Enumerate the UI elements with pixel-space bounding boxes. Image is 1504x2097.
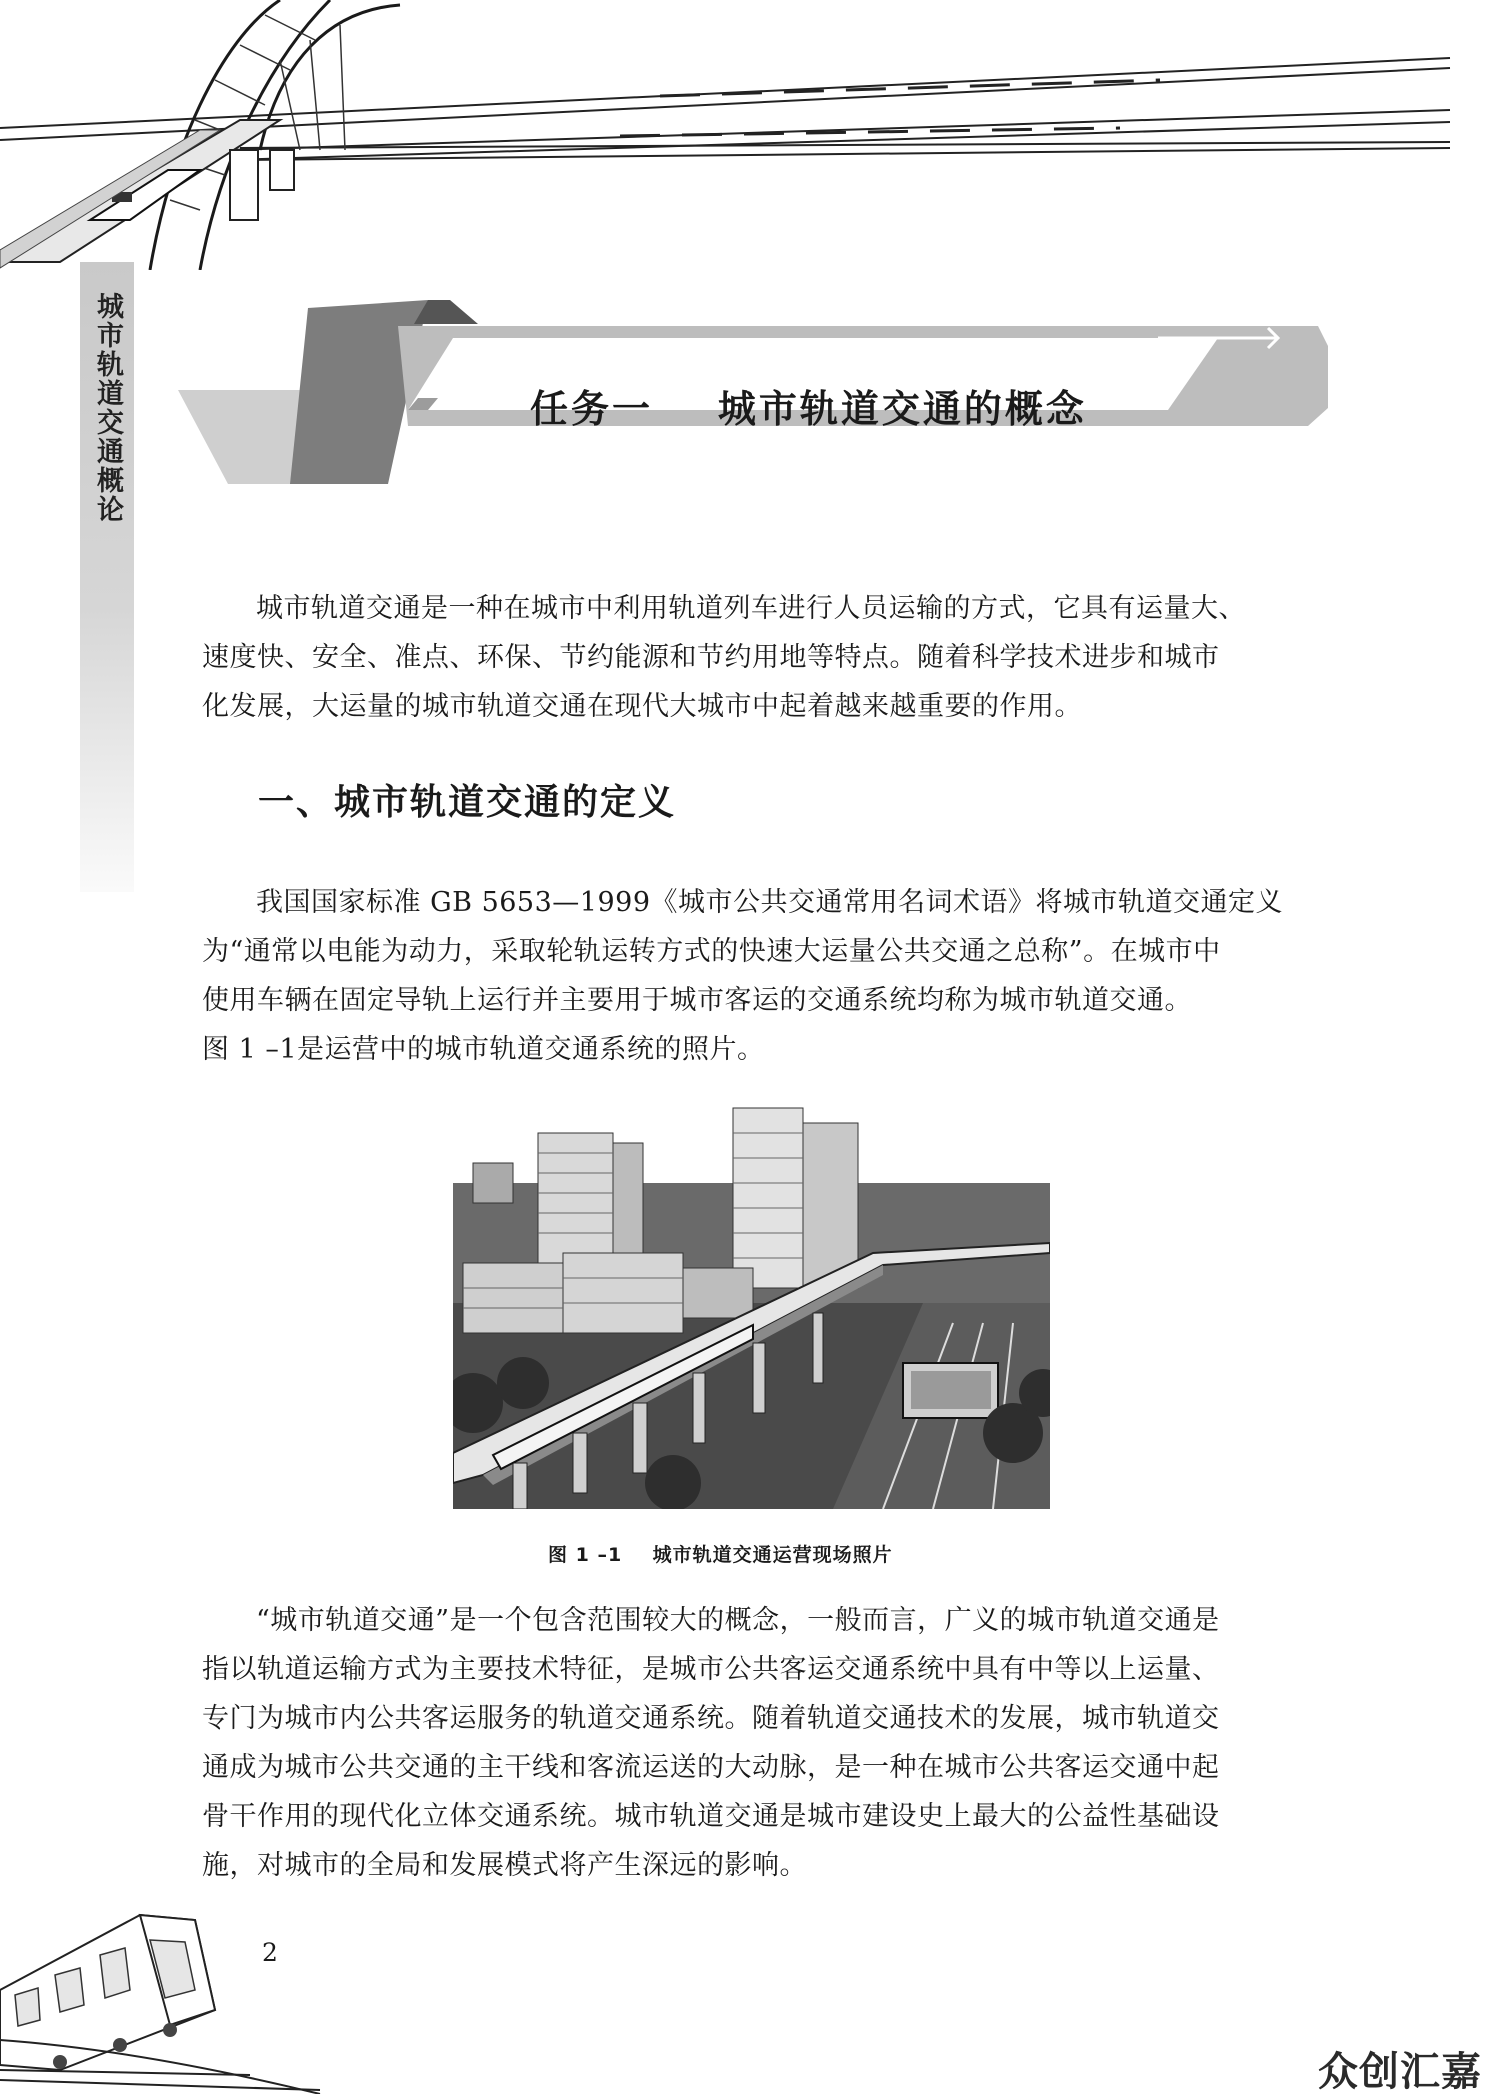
scope-line: 施，对城市的全局和发展模式将产生深远的影响。 <box>202 1850 807 1881</box>
definition-line: 使用车辆在固定导轨上运行并主要用于城市客运的交通系统均称为城市轨道交通。 <box>202 985 1192 1016</box>
definition-line: 为“通常以电能为动力，采取轮轨运转方式的快速大运量公共交通之总称”。在城市中 <box>202 936 1221 967</box>
scope-paragraph <box>202 1596 1302 1890</box>
intro-line: 速度快、安全、准点、环保、节约能源和节约用地等特点。随着科学技术进步和城市 <box>202 642 1220 673</box>
side-chapter-title: 城市轨道交通概论 <box>92 292 123 524</box>
side-chapter-tab <box>80 262 134 892</box>
task-title: 任务一 城市轨道交通的概念 <box>530 387 1087 431</box>
watermark-logo-text: 众创汇嘉 <box>1318 2049 1482 2095</box>
intro-paragraph <box>202 584 1302 731</box>
scope-line: 专门为城市内公共客运服务的轨道交通系统。随着轨道交通技术的发展，城市轨道交 <box>202 1703 1220 1734</box>
section-heading: 一、城市轨道交通的定义 <box>258 782 677 823</box>
scope-line: 骨干作用的现代化立体交通系统。城市轨道交通是城市建设史上最大的公益性基础设 <box>202 1801 1220 1832</box>
definition-paragraph <box>202 878 1302 1074</box>
intro-line: 城市轨道交通是一种在城市中利用轨道列车进行人员运输的方式，它具有运量大、 <box>256 593 1246 624</box>
scope-line: “城市轨道交通”是一个包含范围较大的概念，一般而言，广义的城市轨道交通是 <box>256 1605 1220 1636</box>
intro-line: 化发展，大运量的城市轨道交通在现代大城市中起着越来越重要的作用。 <box>202 691 1082 722</box>
scope-line: 通成为城市公共交通的主干线和客流运送的大动脉，是一种在城市公共客运交通中起 <box>202 1752 1220 1783</box>
metro-photo <box>453 1103 1050 1509</box>
footer-train-illustration <box>0 1880 330 2094</box>
definition-line: 我国国家标准 GB 5653—1999《城市公共交通常用名词术语》将城市轨道交通定义 <box>256 887 1283 918</box>
scope-line: 指以轨道运输方式为主要技术特征，是城市公共客运交通系统中具有中等以上运量、 <box>202 1654 1220 1685</box>
figure-caption: 图 1 –1 城市轨道交通运营现场照片 <box>548 1544 893 1566</box>
definition-line: 图 1 –1是运营中的城市轨道交通系统的照片。 <box>202 1034 765 1065</box>
header-bridge-illustration <box>0 0 1460 270</box>
page-number: 2 <box>262 1938 278 1967</box>
